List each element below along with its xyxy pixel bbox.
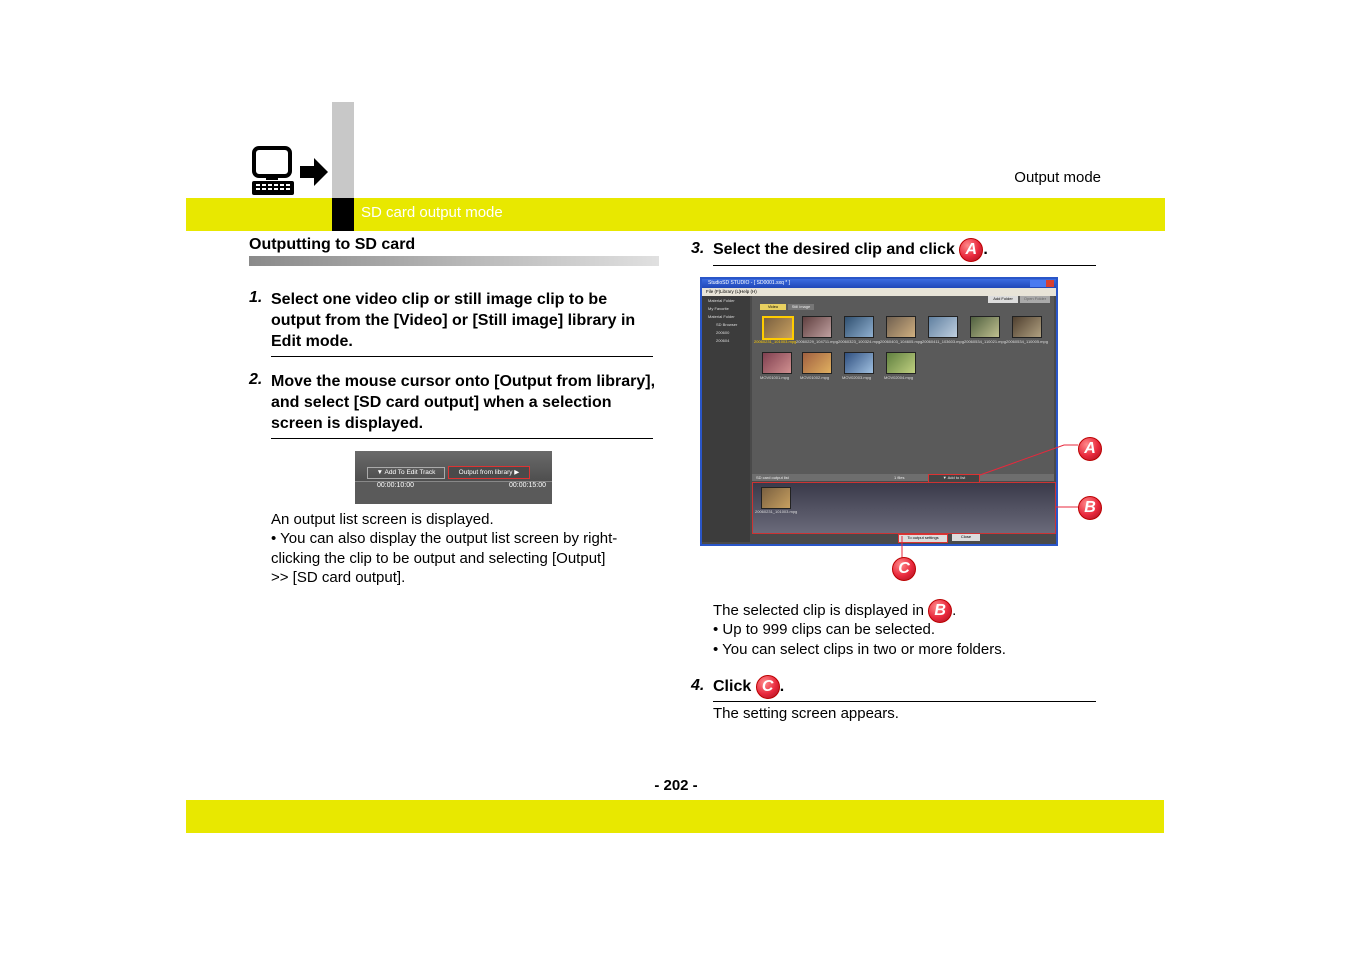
tree-item[interactable]: SD Browser xyxy=(716,322,738,327)
step2-result: An output list screen is displayed. xyxy=(271,511,494,528)
page-number: - 202 - xyxy=(654,777,698,794)
step4-rule xyxy=(713,701,1096,702)
add-to-list-button[interactable]: ▼ Add to list xyxy=(928,474,980,483)
tab-video[interactable]: Video xyxy=(760,304,786,310)
clip-thumbnail-selected[interactable] xyxy=(762,316,794,340)
add-to-edit-track-button[interactable]: ▼ Add To Edit Track xyxy=(367,467,445,479)
title-bar-text: SD card output mode xyxy=(361,204,503,221)
clip-caption: MOV01002.mpg xyxy=(800,375,830,380)
footer-bar xyxy=(186,800,1164,833)
close-button[interactable]: Close xyxy=(952,534,980,541)
clip-thumbnail[interactable] xyxy=(844,352,874,374)
clip-caption: MOV02004.mpg xyxy=(884,375,914,380)
clip-caption: 20060534_110021.mpg xyxy=(964,339,1006,344)
window-controls[interactable] xyxy=(1030,280,1054,287)
menu-library[interactable]: Library (L) xyxy=(720,289,741,294)
clip-thumbnail[interactable] xyxy=(970,316,1000,338)
step3-number: 3. xyxy=(691,240,705,257)
section-label: Output mode xyxy=(1014,169,1101,186)
callout-a: A xyxy=(1078,437,1102,461)
bullet-2: • You can select clips in two or more folders. xyxy=(713,641,1006,658)
clip-caption: 20060411_103603.mpg xyxy=(922,339,964,344)
step3-result-text: The selected clip is displayed in xyxy=(713,601,924,619)
app-titlebar xyxy=(702,279,1056,288)
bullet-1: • Up to 999 clips can be selected. xyxy=(713,621,936,638)
clip-caption: 20060229_104711.mpg xyxy=(796,339,838,344)
time-right: 00:00:15:00 xyxy=(509,482,546,489)
clip-thumbnail[interactable] xyxy=(886,352,916,374)
step2-text: Move the mouse cursor onto [Output from library], and select [SD card output] when a selection screen is displayed. xyxy=(271,373,656,432)
output-list-label: SD card output list xyxy=(756,475,789,480)
callout-b: B xyxy=(1078,496,1102,520)
clip-thumbnail[interactable] xyxy=(802,352,832,374)
callout-c-marker: C xyxy=(756,675,780,699)
clip-caption: MOV01001.mpg xyxy=(760,375,790,380)
step4-text: Click xyxy=(713,678,752,696)
step4-number: 4. xyxy=(691,677,705,694)
heading-underline xyxy=(249,256,659,266)
clip-thumbnail[interactable] xyxy=(762,352,792,374)
tree-item[interactable]: Material Folder xyxy=(708,298,735,303)
callout-b-marker: B xyxy=(928,599,952,623)
step3-result: The selected clip is displayed in B . xyxy=(713,599,956,623)
clip-thumbnail[interactable] xyxy=(844,316,874,338)
step1-rule xyxy=(271,356,653,357)
selected-clip-caption: 20060231_101003.mpg xyxy=(755,509,798,514)
callout-c: C xyxy=(892,557,916,581)
step1-text: Select one video clip or still image clip to be output from the [Video] or [Still image] library in Edit mode. xyxy=(271,291,636,350)
time-left: 00:00:10:00 xyxy=(377,482,414,489)
tree-item[interactable]: My Favorite xyxy=(708,306,729,311)
app-title: StudioSD STUDIO - [ SD0001.sxq * ] xyxy=(708,280,790,286)
clip-caption: MOV02003.mpg xyxy=(842,375,872,380)
step1-number: 1. xyxy=(249,289,263,306)
clip-caption: 20060231_101003.mpg xyxy=(754,339,797,344)
step3-rule xyxy=(713,265,1096,266)
output-library-screenshot xyxy=(355,451,552,503)
clip-caption: 20060534_110005.mpg xyxy=(1006,339,1048,344)
menu-help[interactable]: Help (H) xyxy=(740,289,757,294)
step4-line: Click C . xyxy=(713,675,784,699)
to-output-settings-button[interactable]: To output settings xyxy=(898,534,948,543)
menu-file[interactable]: File (F) xyxy=(706,289,721,294)
clip-thumbnail[interactable] xyxy=(886,316,916,338)
folder-tree xyxy=(702,296,750,542)
header-gray-tab xyxy=(332,102,354,198)
app-menubar xyxy=(702,288,1056,296)
tab-still-image[interactable]: Still image xyxy=(788,304,814,310)
callout-a-marker: A xyxy=(959,238,983,262)
selected-clip-thumbnail[interactable] xyxy=(761,487,791,509)
step3-line: Select the desired clip and click A . xyxy=(713,238,988,262)
computer-arrow-icon xyxy=(250,146,330,198)
step4-result: The setting screen appears. xyxy=(713,705,899,722)
file-count: 1 files xyxy=(894,475,905,480)
step2-rule xyxy=(271,438,653,439)
tree-item[interactable]: Material Folder xyxy=(708,314,735,319)
section-heading: Outputting to SD card xyxy=(249,236,416,253)
step3-text: Select the desired clip and click xyxy=(713,241,955,259)
clip-caption: 20060323_100324.mpg xyxy=(838,339,881,344)
output-from-library-button[interactable]: Output from library ▶ xyxy=(448,466,530,479)
clip-thumbnail[interactable] xyxy=(1012,316,1042,338)
clip-thumbnail[interactable] xyxy=(928,316,958,338)
clip-thumbnail[interactable] xyxy=(802,316,832,338)
open-folder-button[interactable]: Open Folder xyxy=(1020,296,1050,303)
step2-note: • You can also display the output list screen by right-clicking the clip to be output and selecting [Output] >> [SD card output]. xyxy=(271,530,618,586)
step2-number: 2. xyxy=(249,371,263,388)
tree-item[interactable]: 200604 xyxy=(716,338,730,343)
tree-item[interactable]: 200600 xyxy=(716,330,730,335)
add-folder-button[interactable]: Add Folder xyxy=(988,296,1018,303)
title-bar-black-block xyxy=(332,198,354,231)
clip-caption: 20060403_104605.mpg xyxy=(880,339,923,344)
